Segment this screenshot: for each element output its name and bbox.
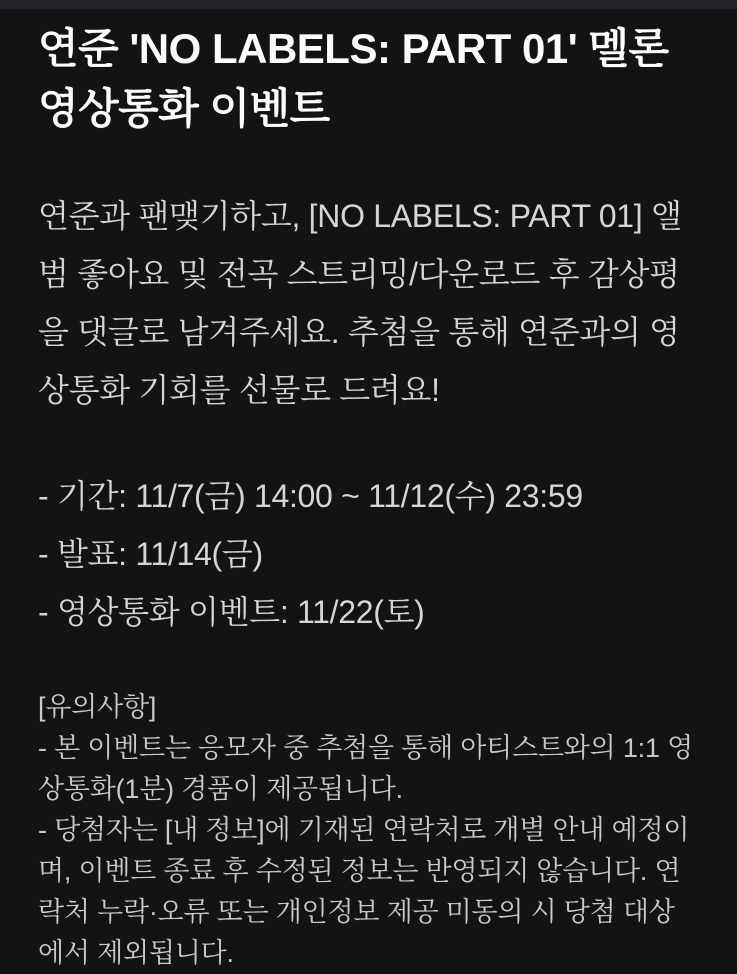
schedule-line-video-call: - 영상통화 이벤트: 11/22(토): [38, 594, 425, 630]
note-item-prize: - 본 이벤트는 응모자 중 추첨을 통해 아티스트와의 1:1 영상통화(1분) 경품이 제공됩니다.: [38, 733, 693, 804]
schedule-line-period: - 기간: 11/7(금) 14:00 ~ 11/12(수) 23:59: [38, 478, 583, 514]
notes-section: [38, 687, 699, 974]
schedule-list: [38, 467, 699, 641]
top-bar-remnant: [0, 0, 737, 9]
schedule-line-announcement: - 발표: 11/14(금): [38, 536, 263, 572]
notice-body: [0, 19, 737, 974]
notice-title: 연준 'NO LABELS: PART 01' 멜론 영상통화 이벤트: [38, 25, 669, 132]
notice-intro-paragraph: 연준과 팬맺기하고, [NO LABELS: PART 01] 앨범 좋아요 및 전곡 스트리밍/다운로드 후 감상평을 댓글로 남겨주세요. 추첨을 통해 연준과의 영상통화 기회를 선물로 드려요!: [38, 198, 682, 408]
note-item-winner-contact: - 당첨자는 [내 정보]에 기재된 연락처로 개별 안내 예정이며, 이벤트 종료 후 수정된 정보는 반영되지 않습니다. 연락처 누락·오류 또는 개인정보 제공 미동의 시 당첨 대상에서 제외됩니다.: [38, 815, 690, 968]
notes-header: [유의사항]: [38, 692, 157, 722]
